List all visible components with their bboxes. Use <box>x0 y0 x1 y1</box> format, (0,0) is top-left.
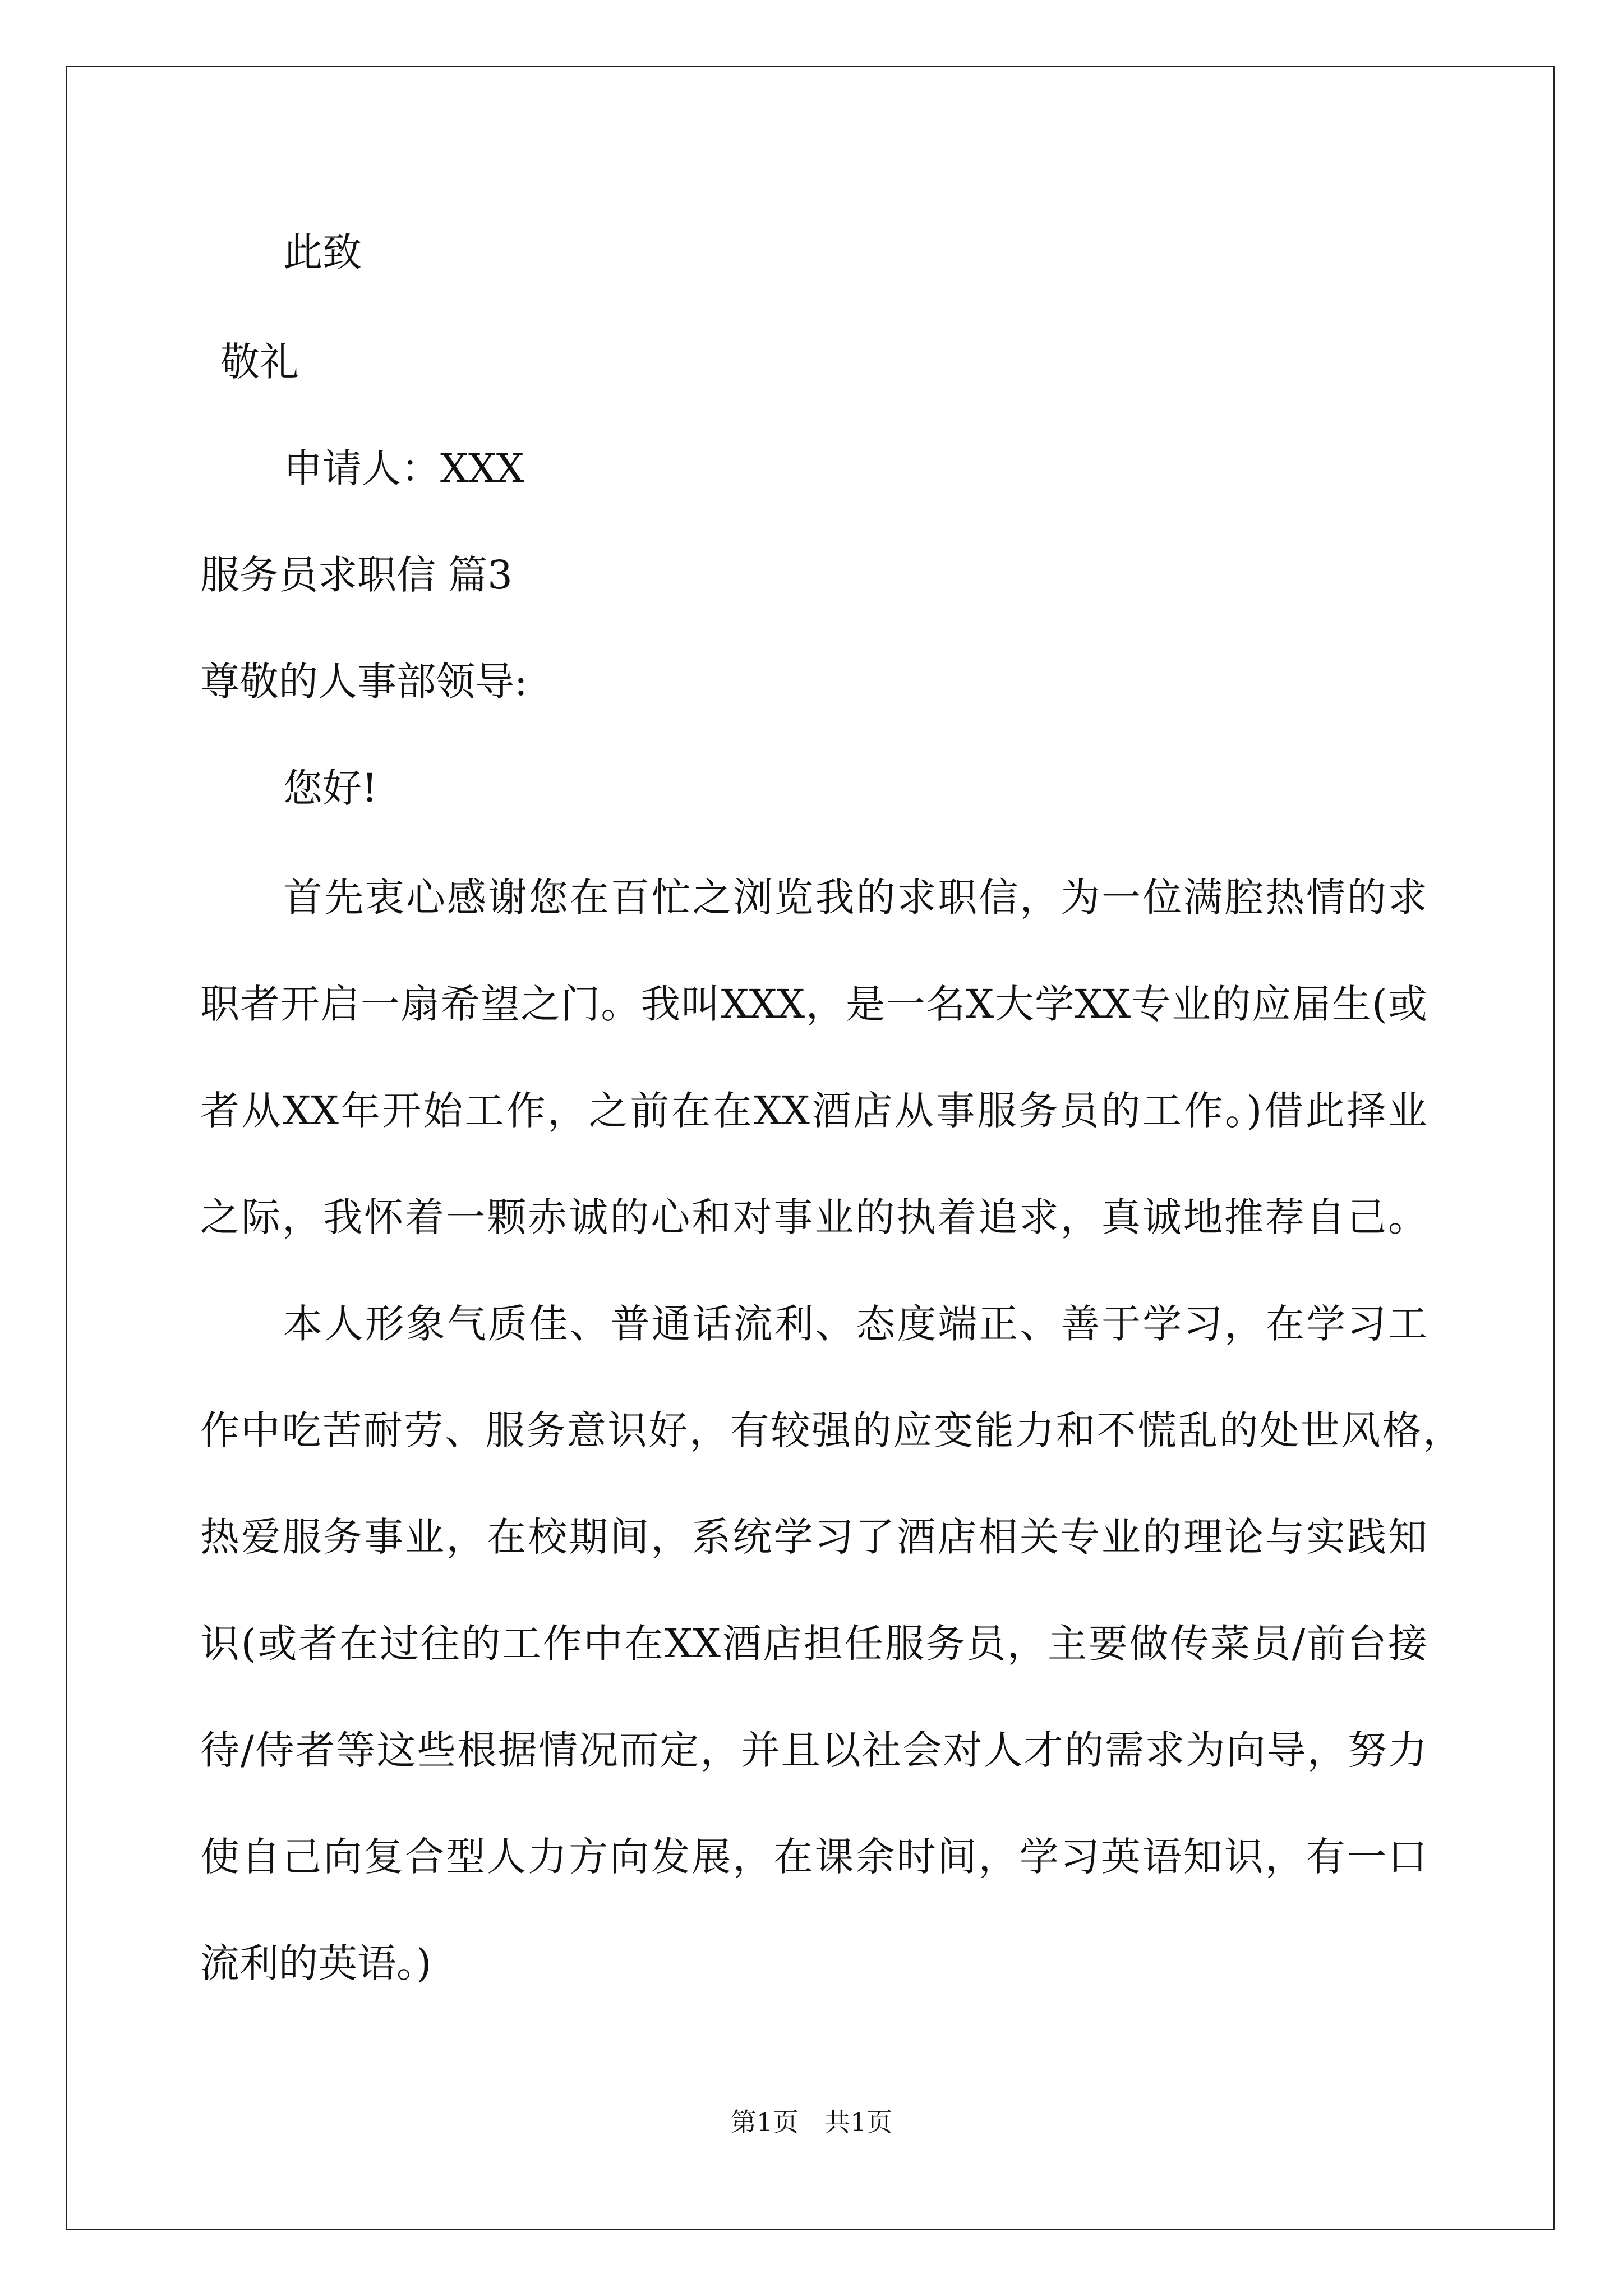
paragraph-2-line-1: 本人形象气质佳、普通话流利、态度端正、善于学习，在学习工 <box>283 1301 1427 1347</box>
paragraph-2-line-3: 热爱服务事业，在校期间，系统学习了酒店相关专业的理论与实践知 <box>200 1514 1427 1560</box>
salutation: 尊敬的人事部领导: <box>200 659 528 705</box>
paragraph-2-line-2: 作中吃苦耐劳、服务意识好，有较强的应变能力和不慌乱的处世风格， <box>200 1407 1462 1453</box>
paragraph-2-line-5: 待/侍者等这些根据情况而定，并且以社会对人才的需求为向导，努力 <box>200 1727 1427 1773</box>
greeting: 您好! <box>283 765 378 811</box>
closing-line-1: 此致 <box>283 229 362 275</box>
paragraph-1-line-1: 首先衷心感谢您在百忙之浏览我的求职信，为一位满腔热情的求 <box>283 875 1427 921</box>
paragraph-2-line-4: 识(或者在过往的工作中在XX酒店担任服务员，主要做传菜员/前台接 <box>200 1621 1427 1667</box>
page-border <box>66 66 1555 2230</box>
section-heading: 服务员求职信 篇3 <box>200 552 513 598</box>
paragraph-1-line-4: 之际，我怀着一颗赤诚的心和对事业的执着追求，真诚地推荐自己。 <box>200 1194 1427 1240</box>
paragraph-1-line-2: 职者开启一扇希望之门。我叫XXX，是一名X大学XX专业的应届生(或 <box>200 981 1427 1027</box>
paragraph-2-line-7: 流利的英语。) <box>200 1940 432 1986</box>
paragraph-2-line-6: 使自己向复合型人力方向发展，在课余时间，学习英语知识，有一口 <box>200 1834 1427 1880</box>
page-footer: 第1页 共1页 <box>730 2107 893 2137</box>
paragraph-1-line-3: 者从XX年开始工作，之前在在XX酒店从事服务员的工作。)借此择业 <box>200 1088 1427 1134</box>
applicant-line: 申请人：XXX <box>283 445 524 491</box>
closing-line-2: 敬礼 <box>220 339 299 385</box>
